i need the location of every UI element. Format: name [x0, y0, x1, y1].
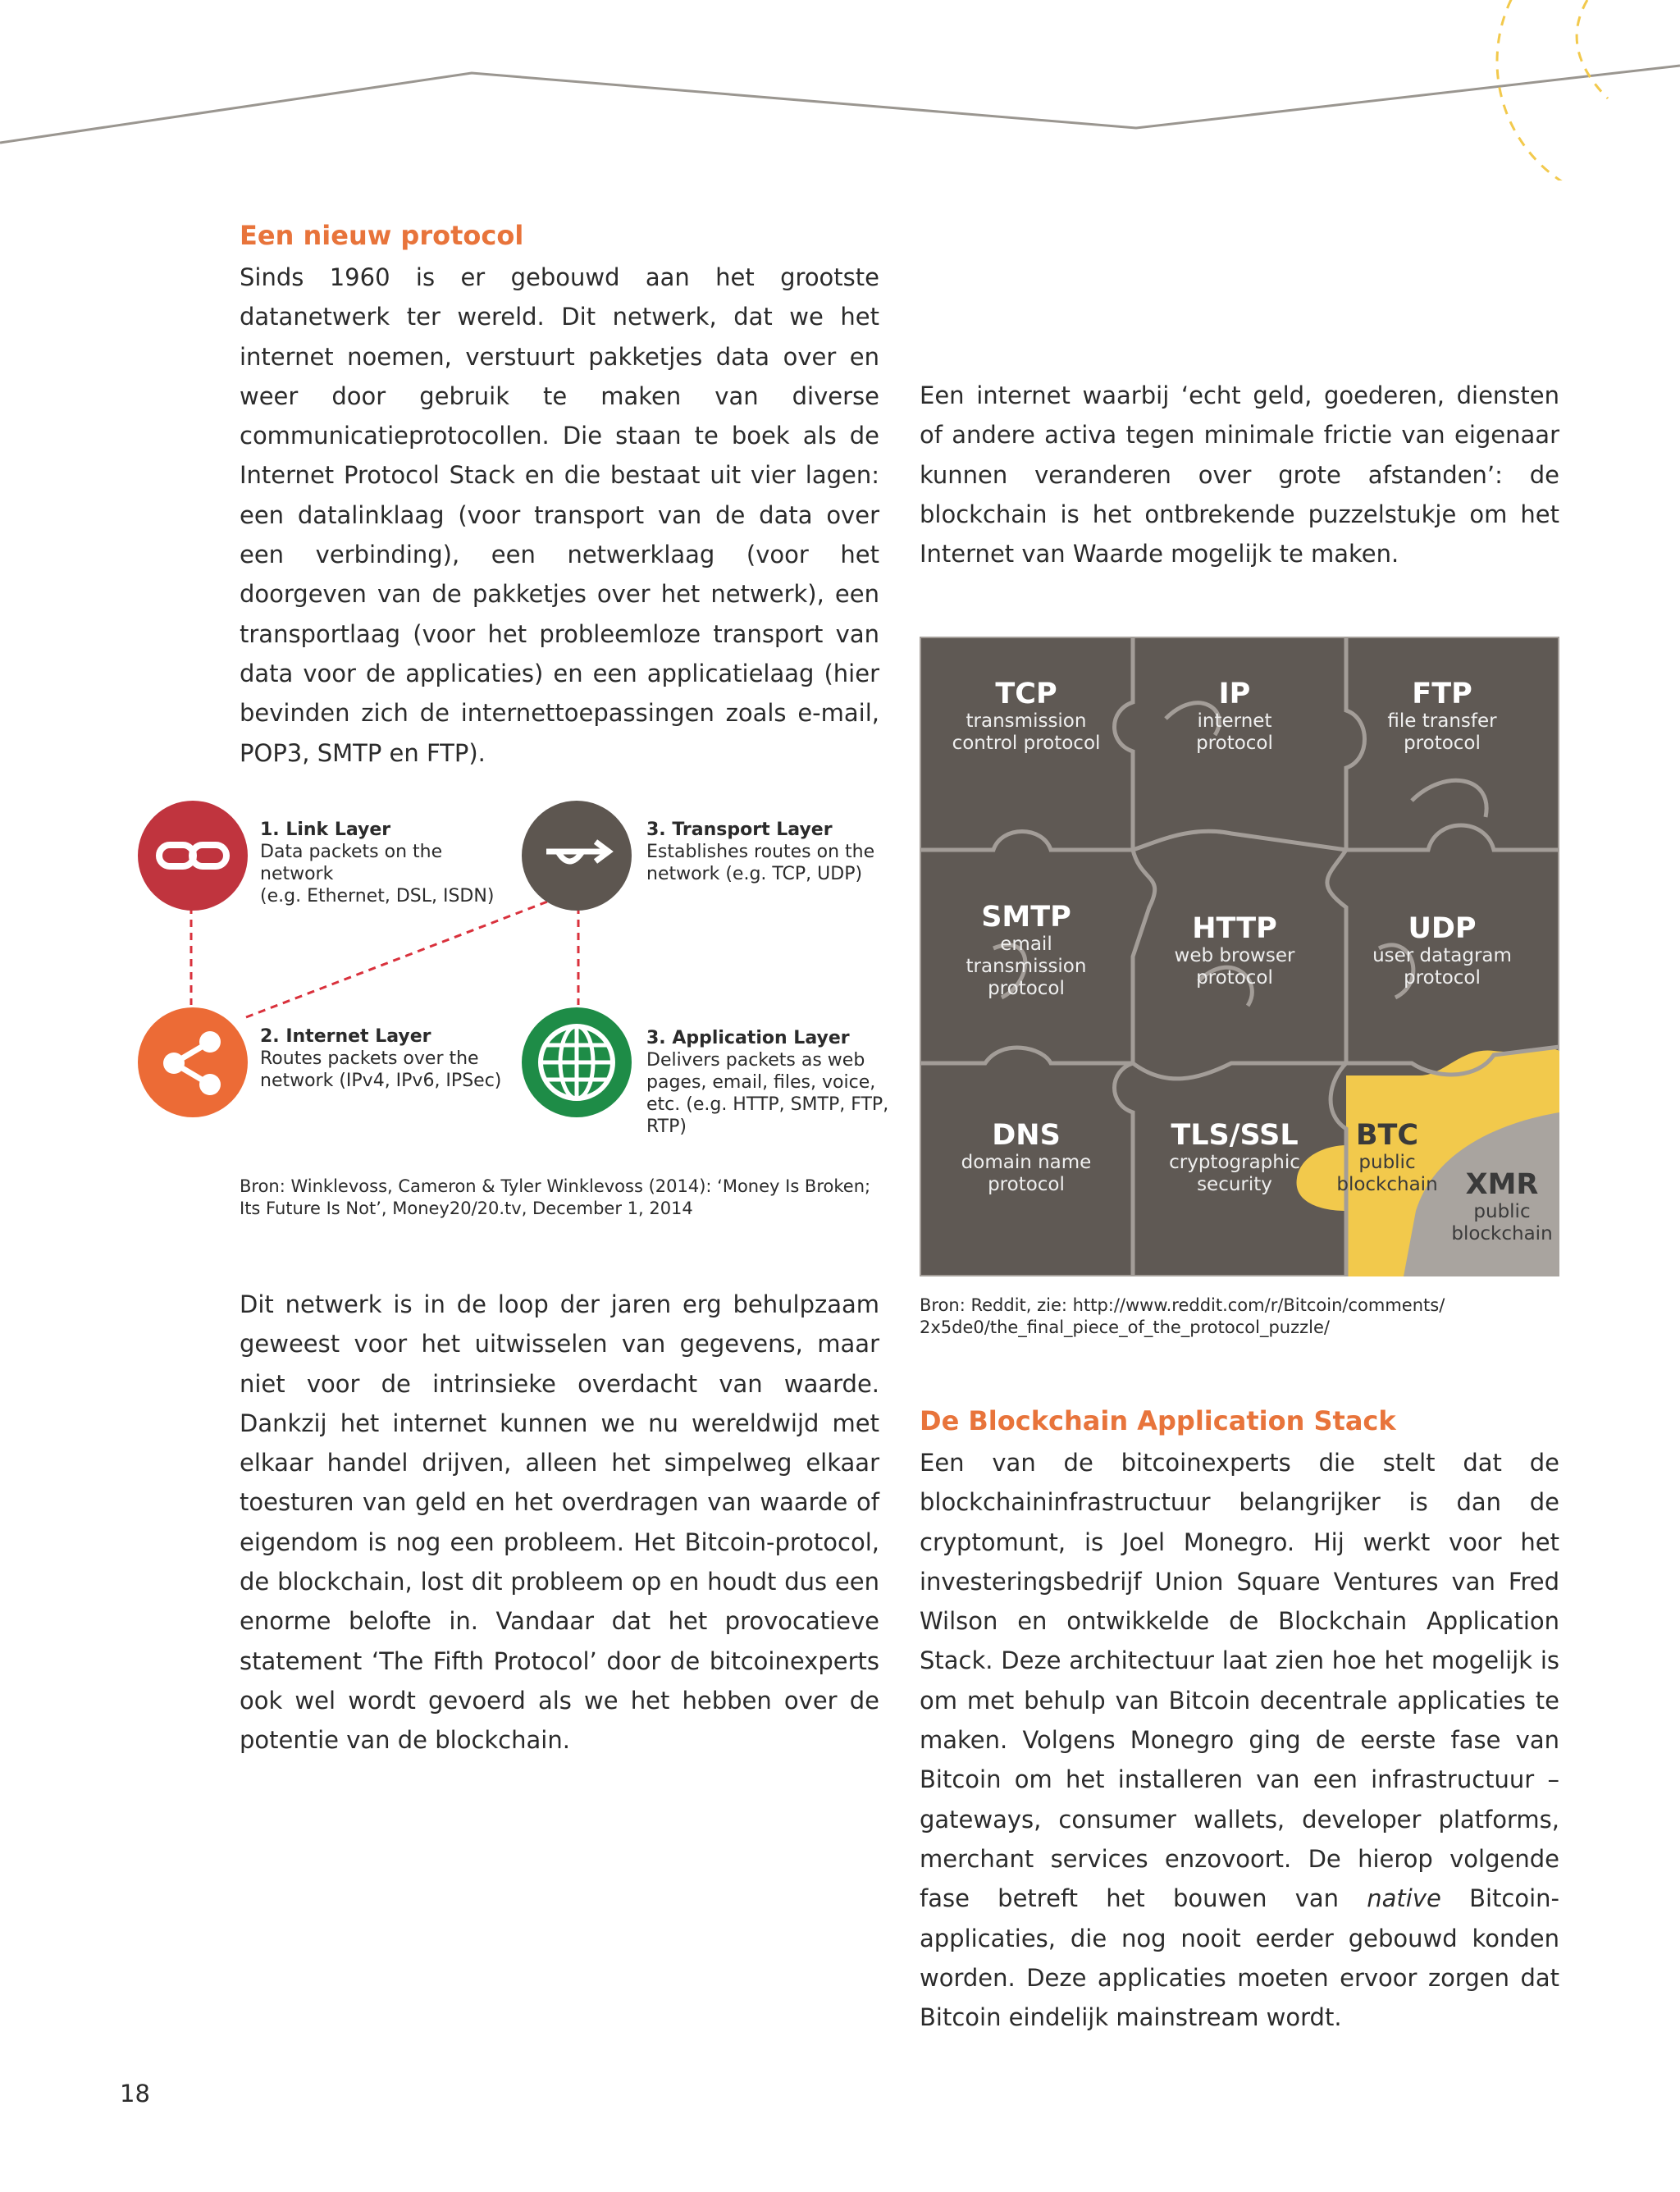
puzzle-piece-name: SMTP: [981, 901, 1071, 934]
puzzle-piece-desc: internet protocol: [1196, 710, 1273, 754]
header-rule-line: [0, 66, 1680, 143]
chain-link-icon: [138, 801, 248, 911]
globe-icon: [522, 1007, 632, 1117]
puzzle-piece-desc: user datagram protocol: [1372, 945, 1512, 989]
paragraph-application-stack: [920, 1443, 1559, 2037]
paragraph-value-transfer: Dit netwerk is in de loop der jaren erg behulpzaam geweest voor het uitwisselen van gegevens, maar niet voor de intrinsieke overdacht van waarde. Dankzij het internet kunnen we nu wereldwijd met elkaar handel drijven, alleen het simpelweg elkaar toesturen van geld en het overdragen van waarde of eigendom is nog een probleem. Het Bitcoin-protocol, de blockchain, lost dit probleem op en houdt dus een enorme belofte in. Vandaar dat het provocatieve statement ‘The Fifth Protocol’ door de bitcoinexperts ook wel wordt gevoerd als we het hebben over de potentie van de blockchain.: [240, 1290, 879, 1755]
link-layer-icon-circle: [138, 801, 248, 911]
paragraph-text-part-2: Bitcoin-applicaties, die nog nooit eerder gebouwd konden worden. Deze applicaties moeten ervoor zorgen dat Bitcoin eindelijk mainstream wordt.: [920, 1884, 1559, 2032]
puzzle-piece-tls-ssl: [1136, 1119, 1333, 1196]
internet-layer-icon-circle: [138, 1007, 248, 1117]
italic-native: native: [1367, 1884, 1441, 1913]
puzzle-piece-xmr: [1445, 1168, 1559, 1245]
layers-diagram-source: Bron: Winklevoss, Cameron & Tyler Winklevoss (2014): ‘Money Is Broken; Its Future Is Not’, Money20/20.tv, December 1, 2014: [240, 1176, 871, 1218]
puzzle-piece-ftp: [1344, 678, 1541, 755]
puzzle-piece-name: TCP: [995, 678, 1057, 710]
puzzle-piece-desc: cryptographic security: [1169, 1152, 1300, 1195]
puzzle-piece-btc: [1330, 1119, 1445, 1196]
puzzle-piece-desc: web browser protocol: [1174, 945, 1295, 989]
transport-layer-icon-circle: [522, 801, 632, 911]
link-layer-text: [260, 819, 531, 907]
route-arrow-icon: [522, 801, 632, 911]
transport-layer-title: 3. Transport Layer: [646, 820, 833, 840]
puzzle-piece-http: [1136, 912, 1333, 989]
application-layer-title: 3. Application Layer: [646, 1028, 850, 1048]
paragraph-text-part-1: Een van de bitcoinexperts die stelt dat de blockchaininfrastructuur belangrijker is dan de cryptomunt, is Joel Monegro. Hij werkt voor het investeringsbedrijf Union Square Ventures van Fred Wilson en ontwikkelde de Blockchain Application Stack. Deze architectuur laat zien hoe het mogelijk is om met behulp van Bitcoin decentrale applicaties te maken. Volgens Monegro ging de eerste fase van Bitcoin om het installeren van een infrastructuur – gateways, consumer wallets, developer platforms, merchant services enzovoort. De hierop volgende fase betreft het bouwen van: [920, 1449, 1559, 1913]
section-heading-blockchain-stack: De Blockchain Application Stack: [920, 1405, 1396, 1436]
puzzle-piece-desc: transmission control protocol: [952, 710, 1101, 754]
puzzle-piece-name: TLS/SSL: [1171, 1119, 1299, 1152]
page-number: 18: [120, 2080, 150, 2108]
puzzle-piece-udp: [1344, 912, 1541, 989]
puzzle-piece-name: HTTP: [1192, 912, 1277, 945]
link-layer-title: 1. Link Layer: [260, 820, 391, 840]
puzzle-piece-name: IP: [1218, 678, 1251, 710]
paragraph-protocol-stack: Sinds 1960 is er gebouwd aan het grootste datanetwerk ter wereld. Dit netwerk, dat we het internet noemen, verstuurt pakketjes data over en weer door gebruik te maken van diverse communicatieprotocollen. Die staan te boek als de Internet Protocol Stack en die bestaat uit vier lagen: een datalinklaag (voor transport van de data over een verbinding), een netwerklaag (voor het doorgeven van de pakketjes over het netwerk), een transportlaag (voor het probleemloze transport van data voor de applicaties) en een applicatielaag (hier bevinden zich de internettoepassingen zoals e-mail, POP3, SMTP en FTP).: [240, 263, 879, 767]
application-layer-icon-circle: [522, 1007, 632, 1117]
puzzle-piece-name: XMR: [1465, 1168, 1539, 1201]
puzzle-piece-desc: email transmission protocol: [966, 934, 1087, 999]
internet-layer-text: [260, 1025, 531, 1092]
link-layer-desc: Data packets on the network (e.g. Ethernet, DSL, ISDN): [260, 842, 495, 906]
puzzle-piece-ip: [1136, 678, 1333, 755]
header-decoration: [0, 0, 1680, 180]
puzzle-piece-name: BTC: [1355, 1119, 1419, 1152]
protocol-puzzle-graphic: [920, 637, 1559, 1276]
internet-layer-desc: Routes packets over the network (IPv4, IPv6, IPSec): [260, 1048, 502, 1091]
section-heading-new-protocol: Een nieuw protocol: [240, 220, 524, 251]
puzzle-source: Bron: Reddit, zie: http://www.reddit.com/r/Bitcoin/comments/ 2x5de0/the_final_piece_of_the_protocol_puzzle/: [920, 1295, 1445, 1337]
transport-layer-text: [646, 819, 917, 885]
puzzle-piece-smtp: [928, 901, 1125, 1000]
puzzle-piece-dns: [928, 1119, 1125, 1196]
transport-layer-desc: Establishes routes on the network (e.g. TCP, UDP): [646, 842, 875, 884]
puzzle-piece-desc: file transfer protocol: [1387, 710, 1497, 754]
puzzle-piece-desc: domain name protocol: [961, 1152, 1092, 1195]
share-nodes-icon: [138, 1007, 248, 1117]
puzzle-piece-name: UDP: [1408, 912, 1477, 945]
internet-layers-diagram: [131, 788, 902, 1137]
paragraph-internet-of-value: Een internet waarbij ‘echt geld, goederen, diensten of andere activa tegen minimale frictie van eigenaar kunnen veranderen over grote afstanden’: de blockchain is het ontbrekende puzzelstukje om het Internet van Waarde mogelijk te maken.: [920, 381, 1559, 569]
puzzle-piece-name: DNS: [992, 1119, 1061, 1152]
dashed-circle-decoration: [1497, 0, 1680, 180]
puzzle-piece-tcp: [928, 678, 1125, 755]
puzzle-piece-name: FTP: [1412, 678, 1472, 710]
puzzle-piece-desc: public blockchain: [1336, 1152, 1438, 1195]
application-layer-desc: Delivers packets as web pages, email, files, voice, etc. (e.g. HTTP, SMTP, FTP, RTP): [646, 1050, 889, 1137]
internet-layer-title: 2. Internet Layer: [260, 1026, 431, 1047]
application-layer-text: [646, 1027, 917, 1138]
puzzle-piece-desc: public blockchain: [1451, 1201, 1553, 1244]
